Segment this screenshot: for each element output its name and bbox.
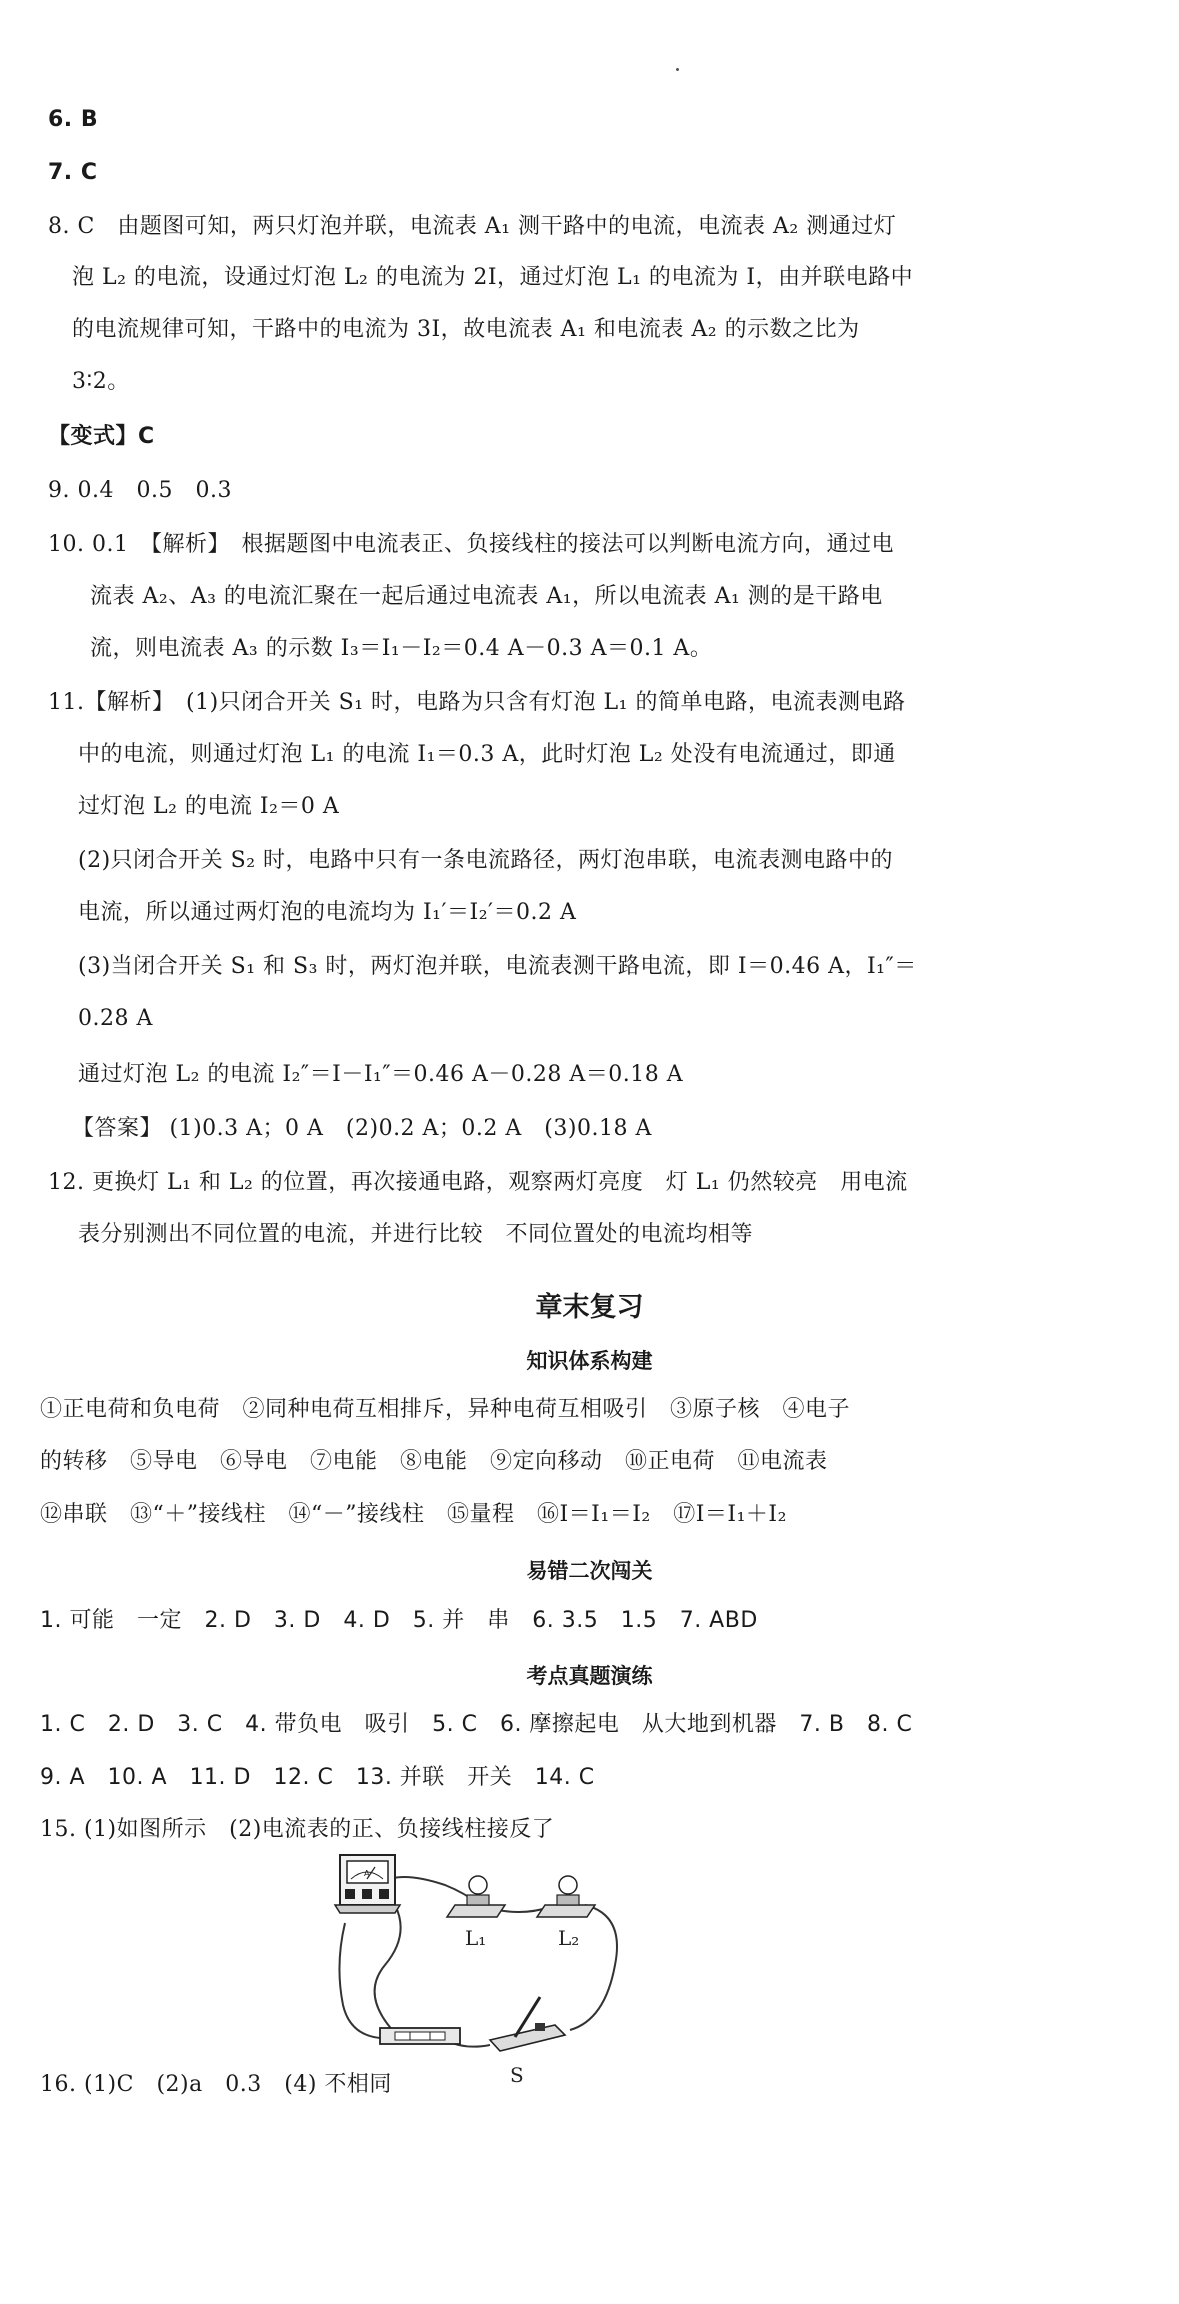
answer-q12-line2: 表分别测出不同位置的电流，并进行比较 不同位置处的电流均相等 xyxy=(78,1222,754,1247)
exam-practice-line1: 1. C 2. D 3. C 4. 带负电 吸引 5. C 6. 摩擦起电 从大地到机器 7. B 8. C xyxy=(40,1712,913,1737)
knowledge-line3: ⑫串联 ⑬“＋”接线柱 ⑭“－”接线柱 ⑮量程 ⑯I＝I₁＝I₂ ⑰I＝I₁＋I₂ xyxy=(40,1502,787,1527)
answer-q11-line3: 过灯泡 L₂ 的电流 I₂＝0 A xyxy=(78,794,340,819)
lamp-l1 xyxy=(447,1876,505,1917)
answer-q8-line3: 的电流规律可知，干路中的电流为 3I，故电流表 A₁ 和电流表 A₂ 的示数之比为 xyxy=(72,317,860,342)
circuit-diagram xyxy=(325,1845,645,2087)
exam-practice-line4: 16. (1)C (2)a 0.3 (4) 不相同 xyxy=(40,2072,392,2097)
answer-q11-answer: 【答案】 (1)0.3 A；0 A (2)0.2 A；0.2 A (3)0.18 A xyxy=(72,1116,652,1141)
lamp-l1-label: L₁ xyxy=(465,1926,487,1950)
lamp-l2 xyxy=(537,1876,595,1917)
section-knowledge-system: 知识体系构建 xyxy=(526,1349,653,1373)
answer-q8-line1: 8. C 由题图可知，两只灯泡并联，电流表 A₁ 测干路中的电流，电流表 A₂ 测通过灯 xyxy=(48,214,897,239)
answer-q11-line4: (2)只闭合开关 S₂ 时，电路中只有一条电流路径，两灯泡串联，电流表测电路中的 xyxy=(78,848,894,873)
answer-q6: 6. B xyxy=(48,107,99,132)
answer-q10-line2: 流表 A₂、A₃ 的电流汇聚在一起后通过电流表 A₁，所以电流表 A₁ 测的是干路电 xyxy=(90,584,883,609)
answer-q11-line7: 0.28 A xyxy=(78,1006,153,1031)
answer-q10-line1: 10. 0.1 【解析】 根据题图中电流表正、负接线柱的接法可以判断电流方向，通过电 xyxy=(48,532,894,557)
knowledge-line1: ①正电荷和负电荷 ②同种电荷互相排斥，异种电荷互相吸引 ③原子核 ④电子 xyxy=(40,1397,851,1422)
error-review-line1: 1. 可能 一定 2. D 3. D 4. D 5. 并 串 6. 3.5 1.5 7. ABD xyxy=(40,1608,758,1633)
answer-q11-line8: 通过灯泡 L₂ 的电流 I₂″＝I－I₁″＝0.46 A－0.28 A＝0.18 A xyxy=(78,1062,684,1087)
answer-variant: 【变式】C xyxy=(48,424,155,449)
section-exam-practice: 考点真题演练 xyxy=(526,1664,653,1688)
answer-q8-line2: 泡 L₂ 的电流，设通过灯泡 L₂ 的电流为 2I，通过灯泡 L₁ 的电流为 I，由并联电路中 xyxy=(72,265,914,290)
answer-q7: 7. C xyxy=(48,160,98,185)
switch xyxy=(490,1997,565,2051)
answer-q9: 9. 0.4 0.5 0.3 xyxy=(48,478,232,503)
wire-meter-to-battery xyxy=(375,1905,401,2033)
knowledge-line2: 的转移 ⑤导电 ⑥导电 ⑦电能 ⑧电能 ⑨定向移动 ⑩正电荷 ⑪电流表 xyxy=(40,1449,828,1474)
section-error-review: 易错二次闯关 xyxy=(526,1559,653,1583)
answer-q11-line1: 11.【解析】 (1)只闭合开关 S₁ 时，电路为只含有灯泡 L₁ 的简单电路，电流表测电路 xyxy=(48,690,906,715)
battery xyxy=(380,2028,460,2044)
answer-q12-line1: 12. 更换灯 L₁ 和 L₂ 的位置，再次接通电路，观察两灯亮度 灯 L₁ 仍然较亮 用电流 xyxy=(48,1170,908,1195)
exam-practice-line3: 15. (1)如图所示 (2)电流表的正、负接线柱接反了 xyxy=(40,1817,555,1842)
answer-q10-line3: 流，则电流表 A₃ 的示数 I₃＝I₁－I₂＝0.4 A－0.3 A＝0.1 A。 xyxy=(90,636,713,661)
scan-speck xyxy=(676,68,679,71)
answer-q11-line6: (3)当闭合开关 S₁ 和 S₃ 时，两灯泡并联，电流表测干路电流，即 I＝0.46 A，I₁″＝ xyxy=(78,954,917,979)
answer-q11-line2: 中的电流，则通过灯泡 L₁ 的电流 I₁＝0.3 A，此时灯泡 L₂ 处没有电流通过，即通 xyxy=(78,742,896,767)
ammeter-label: A xyxy=(364,1869,370,1878)
ammeter xyxy=(335,1855,400,1913)
lamp-l2-label: L₂ xyxy=(558,1926,580,1950)
answer-q11-line5: 电流，所以通过两灯泡的电流均为 I₁′＝I₂′＝0.2 A xyxy=(78,900,577,925)
answer-q8-line4: 3∶2。 xyxy=(72,369,130,394)
exam-practice-line2: 9. A 10. A 11. D 12. C 13. 并联 开关 14. C xyxy=(40,1765,595,1790)
wire-left xyxy=(339,1923,380,2038)
chapter-review-title: 章末复习 xyxy=(535,1292,644,1323)
wire-l2-to-switch xyxy=(570,1905,617,2030)
switch-label: S xyxy=(510,2063,524,2087)
